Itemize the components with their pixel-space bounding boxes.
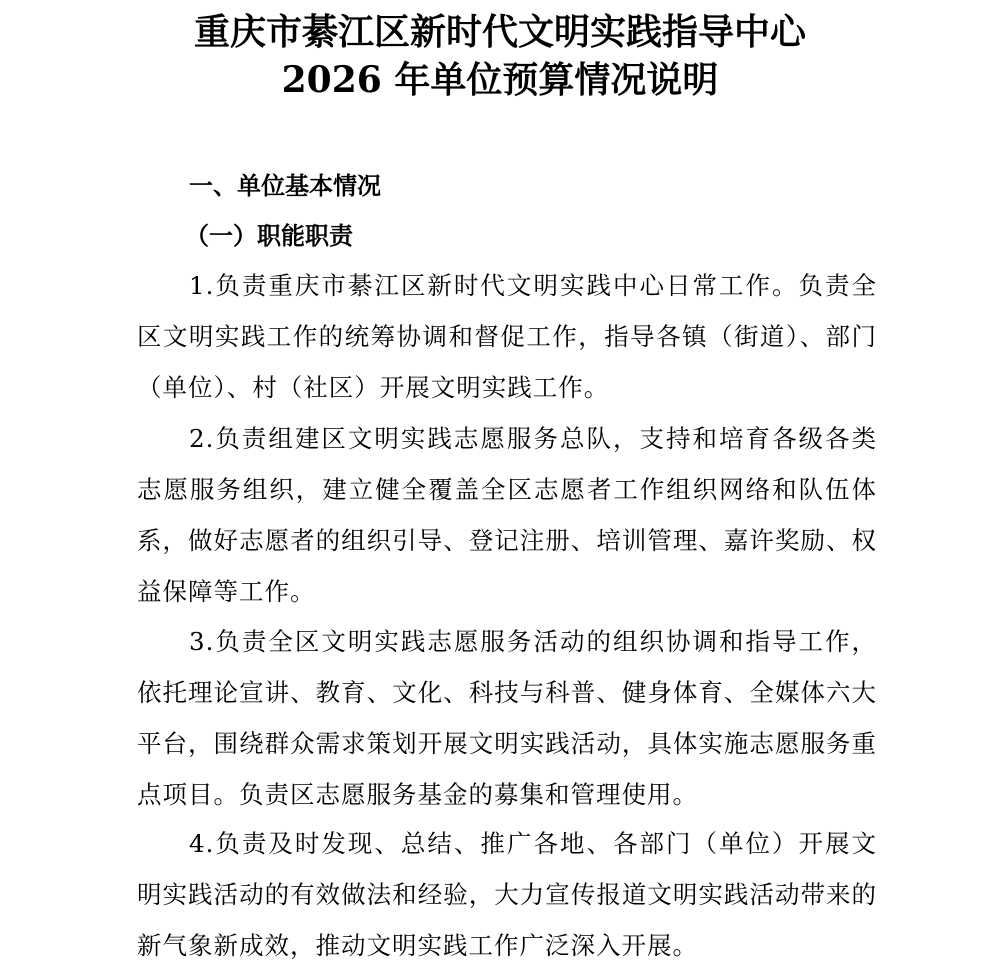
duty-paragraph-1: 1.负责重庆市綦江区新时代文明实践中心日常工作。负责全区文明实践工作的统筹协调和督促工作，指导各镇（街道）、部门（单位）、村（社区）开展文明实践工作。 bbox=[137, 271, 877, 402]
subsection-heading-duties: （一）职能职责 bbox=[185, 221, 353, 250]
duty-paragraph-2: 2.负责组建区文明实践志愿服务总队，支持和培育各级各类志愿服务组织，建立健全覆盖全区志愿者工作组织网络和队伍体系，做好志愿者的组织引导、登记注册、培训管理、嘉许奖励、权益保障等工作。 bbox=[137, 424, 877, 606]
document-title-line-1: 重庆市綦江区新时代文明实践指导中心 bbox=[193, 11, 806, 53]
section-heading-basic-info: 一、单位基本情况 bbox=[189, 172, 381, 200]
duty-paragraph-4: 4.负责及时发现、总结、推广各地、各部门（单位）开展文明实践活动的有效做法和经验，大力宣传报道文明实践活动带来的新气象新成效，推动文明实践工作广泛深入开展。 bbox=[137, 829, 877, 960]
document-title-line-2: 2026 年单位预算情况说明 bbox=[281, 59, 719, 101]
duty-paragraph-3: 3.负责全区文明实践志愿服务活动的组织协调和指导工作，依托理论宣讲、教育、文化、科技与科普、健身体育、全媒体六大平台，围绕群众需求策划开展文明实践活动，具体实施志愿服务重点项目。负责区志愿服务基金的募集和管理使用。 bbox=[137, 627, 877, 809]
